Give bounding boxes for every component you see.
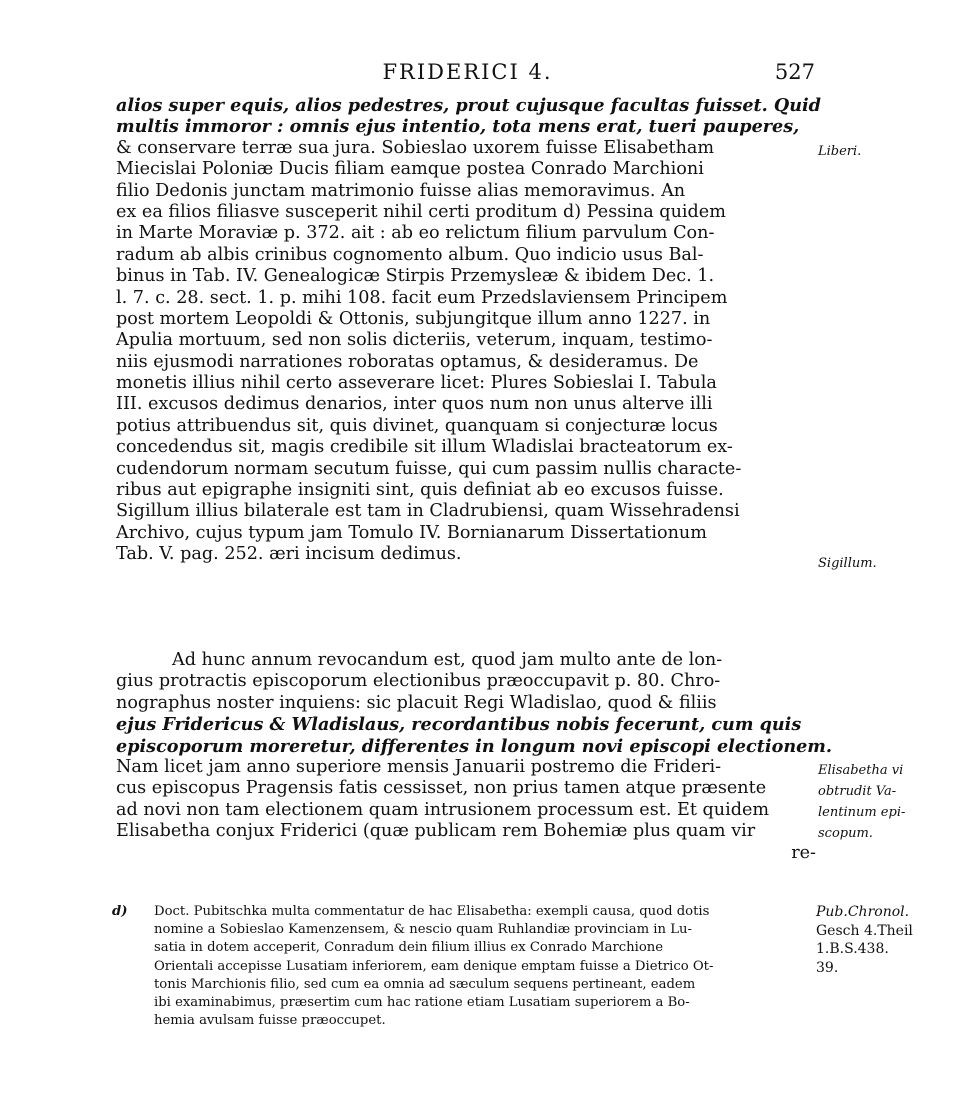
text-line: III. excusos dedimus denarios, inter quos num non unus alterve illi xyxy=(116,394,713,415)
text-line: in Marte Moraviæ p. 372. ait : ab eo relictum filium parvulum Con- xyxy=(116,223,715,244)
footnote-line xyxy=(116,976,816,994)
text-line: potius attribuendus sit, quis divinet, quanquam si conjecturæ locus xyxy=(116,415,718,436)
footnote-side-line: 1.B.S.438. xyxy=(816,941,889,957)
text-line: Nam licet jam anno superiore mensis Januarii postremo die Frideri- xyxy=(116,756,722,777)
text-line: post mortem Leopoldi & Ottonis, subjungitque illum anno 1227. in xyxy=(116,308,711,329)
footnote-text: Doct. Pubitschka multa commentatur de hac Elisabetha: exempli causa, quod dotis xyxy=(154,904,710,919)
text-line: gius protractis episcoporum electionibus præoccupavit p. 80. Chro- xyxy=(116,671,721,692)
text-line: ejus Fridericus & Wladislaus, recordantibus nobis fecerunt, cum quis xyxy=(116,714,802,736)
text-line: cudendorum normam secutum fuisse, qui cum passim nullis characte- xyxy=(116,458,742,479)
text-line: Miecislai Poloniæ Ducis filiam eamque postea Conrado Marchioni xyxy=(116,159,704,180)
margin-note-scopum: scopum. xyxy=(818,826,873,841)
footnote-side-reference xyxy=(816,903,956,977)
text-line: Sigillum illius bilaterale est tam in Cladrubiensi, quam Wissehradensi xyxy=(116,501,740,522)
footnote-line xyxy=(116,921,816,939)
footnote-text: nomine a Sobieslao Kamenzensem, & nescio quam Ruhlandiæ provinciam in Lu- xyxy=(154,922,692,938)
text-line: filio Dedonis junctam matrimonio fuisse alias memoravimus. An xyxy=(116,180,686,201)
footnote-side-line: 39. xyxy=(816,959,839,976)
text-line: Ad hunc annum revocandum est, quod jam multo ante de lon- xyxy=(172,650,723,670)
text-line: Tab. V. pag. 252. æri incisum dedimus. xyxy=(116,544,462,565)
margin-note-obtrudit: obtrudit Va- xyxy=(818,784,897,799)
text-line: l. 7. c. 28. sect. 1. p. mihi 108. facit eum Przedslaviensem Principem xyxy=(116,287,728,308)
page-number: 527 xyxy=(774,60,815,84)
footnote-text: hemia avulsam fuisse præoccupet. xyxy=(154,1013,386,1029)
text-line: Archivo, cujus typum jam Tomulo IV. Bornianarum Dissertationum xyxy=(116,522,707,543)
text-line: monetis illius nihil certo asseverare licet: Plures Sobieslai I. Tabula xyxy=(116,373,717,394)
text-line: multis immoror : omnis ejus intentio, tota mens erat, tueri pauperes, xyxy=(116,116,800,138)
text-line: radum ab albis crinibus cognomento album. Quo indicio usus Bal- xyxy=(116,244,704,265)
footnote-text: tonis Marchionis filio, sed cum ea omnia ad sæculum sequens pertineant, eadem xyxy=(154,976,696,992)
margin-note-elisabetha: Elisabetha vi xyxy=(818,763,904,778)
footnote-marker: d) xyxy=(112,904,128,919)
running-title: FRIDERICI 4. xyxy=(382,60,553,84)
text-line: alios super equis, alios pedestres, prout cujusque facultas fuisset. Quid xyxy=(116,95,821,116)
text-line: ad novi non tam electionem quam intrusionem processum est. Et quidem xyxy=(116,799,770,820)
footnote-side-line: Gesch 4.Theil xyxy=(816,922,913,939)
paragraph-2 xyxy=(116,650,833,864)
page-header xyxy=(120,60,815,90)
text-line: episcoporum moreretur, differentes in longum novi episcopi electionem. xyxy=(116,735,833,757)
text-line: Elisabetha conjux Friderici (quæ publicam rem Bohemiæ plus quam vir xyxy=(116,821,756,842)
footnote-line xyxy=(116,958,816,976)
footnote-line xyxy=(116,939,816,957)
text-line: re- xyxy=(791,842,816,863)
text-line: & conservare terræ sua jura. Sobieslao uxorem fuisse Elisabetham xyxy=(116,137,715,158)
footnote-line xyxy=(116,994,816,1012)
footnote-text: Orientali accepisse Lusatiam inferiorem, eam denique emptam fuisse a Dietrico Ot- xyxy=(154,958,714,974)
text-line: binus in Tab. IV. Genealogicæ Stirpis Przemysleæ & ibidem Dec. 1. xyxy=(116,266,715,287)
footnote-line xyxy=(116,1012,816,1030)
paragraph-1 xyxy=(116,95,821,566)
margin-note-lentinum: lentinum epi- xyxy=(818,805,906,820)
text-line: Apulia mortuum, sed non solis dicteriis, veterum, inquam, testimo- xyxy=(116,330,713,351)
footnote-side-line: Pub.Chronol. xyxy=(816,904,910,920)
footnote-text: satia in dotem acceperit, Conradum dein filium illius ex Conrado Marchione xyxy=(154,940,664,956)
text-line: nographus noster inquiens: sic placuit Regi Wladislao, quod & filiis xyxy=(116,692,717,713)
footnote xyxy=(112,903,816,1030)
margin-note-liberi: Liberi. xyxy=(818,144,862,159)
text-line: ribus aut epigraphe insigniti sint, quis definiat ab eo excusos fuisse. xyxy=(116,480,724,501)
text-line: niis ejusmodi narrationes roboratas optamus, & desideramus. De xyxy=(116,351,699,372)
text-line: ex ea filios filiasve susceperit nihil certi proditum d) Pessina quidem xyxy=(116,201,726,222)
footnote-text: ibi examinabimus, præsertim cum hac ratione etiam Lusatiam superiorem a Bo- xyxy=(154,994,690,1010)
footnote-line xyxy=(112,903,816,921)
text-line: cus episcopus Pragensis fatis cessisset, non prius tamen atque præsente xyxy=(116,778,767,799)
margin-note-sigillum: Sigillum. xyxy=(818,556,877,571)
text-line: concedendus sit, magis credibile sit illum Wladislai bracteatorum ex- xyxy=(116,437,733,458)
